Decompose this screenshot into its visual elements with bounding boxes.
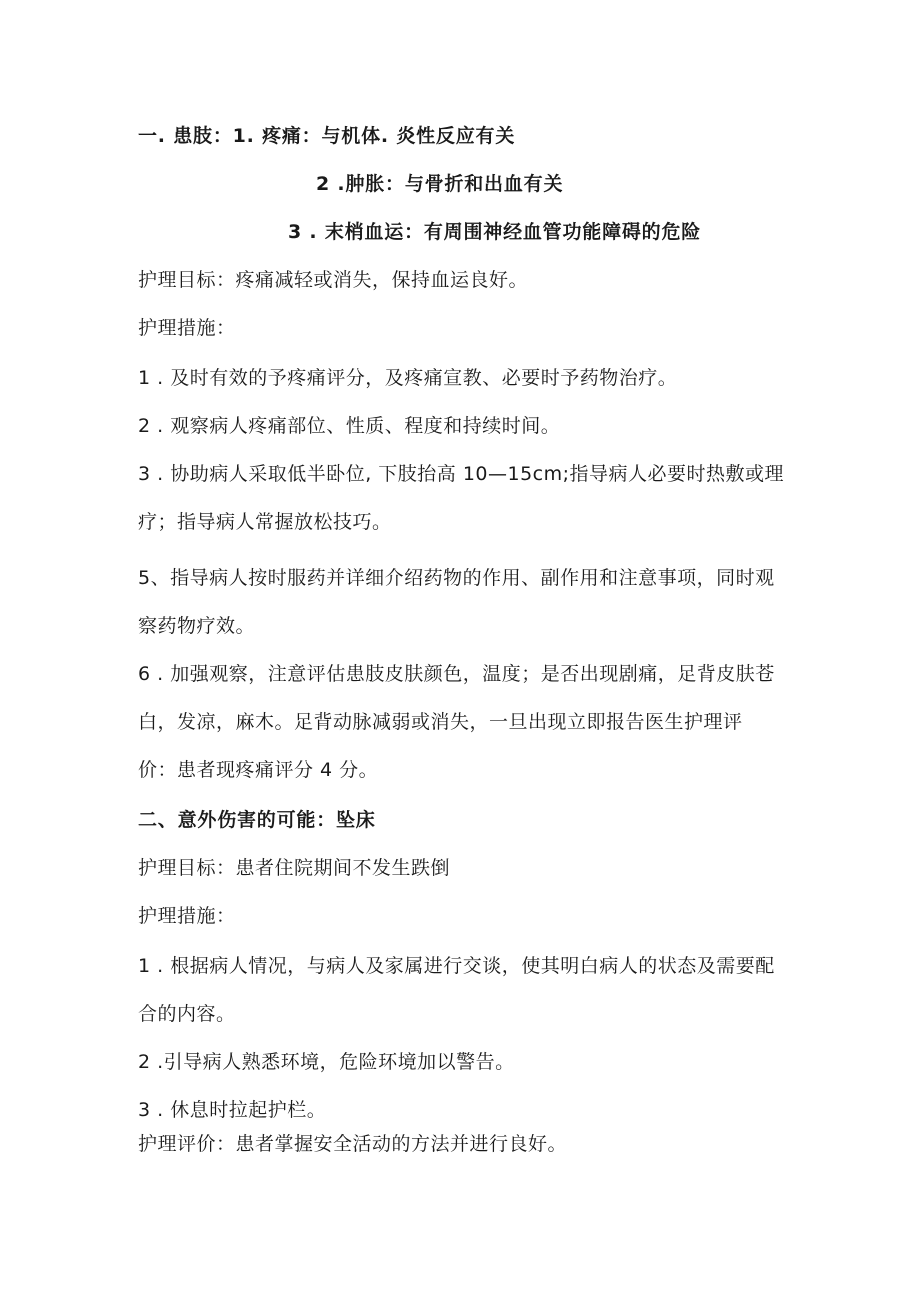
section1-subheading-swelling: 2 .肿胀：与骨折和出血有关 xyxy=(316,173,564,195)
section1-subheading-circulation: 3 . 末梢血运：有周围神经血管功能障碍的危险 xyxy=(288,221,702,243)
section2-item-1-cont: 合的内容。 xyxy=(138,1003,236,1025)
section2-heading: 二、意外伤害的可能：坠床 xyxy=(138,809,376,831)
section1-measures-label: 护理措施： xyxy=(138,317,236,339)
section1-heading: 一. 患肢：1. 疼痛：与机体. 炎性反应有关 xyxy=(138,125,516,147)
section1-item-2: 2 . 观察病人疼痛部位、性质、程度和持续时间。 xyxy=(138,415,561,437)
section2-goal: 护理目标：患者住院期间不发生跌倒 xyxy=(138,857,451,879)
section1-item-5: 5、指导病人按时服药并详细介绍药物的作用、副作用和注意事项，同时观 xyxy=(138,567,775,589)
section1-item-3: 3 . 协助病人采取低半卧位, 下肢抬高 10—15cm;指导病人必要时热敷或理 xyxy=(138,463,785,485)
section1-evaluation: 价：患者现疼痛评分 4 分。 xyxy=(138,759,379,781)
section1-item-5-cont: 察药物疗效。 xyxy=(138,615,256,637)
section1-item-6-cont: 白，发凉，麻木。足背动脉减弱或消失，一旦出现立即报告医生护理评 xyxy=(138,711,743,733)
section2-item-2: 2 .引导病人熟悉环境，危险环境加以警告。 xyxy=(138,1051,515,1073)
section1-item-6: 6 . 加强观察，注意评估患肢皮肤颜色，温度；是否出现剧痛，足背皮肤苍 xyxy=(138,663,775,685)
section1-item-1: 1 . 及时有效的予疼痛评分，及疼痛宣教、必要时予药物治疗。 xyxy=(138,367,678,389)
section2-evaluation: 护理评价：患者掌握安全活动的方法并进行良好。 xyxy=(138,1133,568,1155)
section2-item-3: 3 . 休息时拉起护栏。 xyxy=(138,1099,327,1121)
section1-item-3-cont: 疗；指导病人常握放松技巧。 xyxy=(138,511,392,533)
section2-measures-label: 护理措施： xyxy=(138,905,236,927)
section1-goal: 护理目标：疼痛减轻或消失，保持血运良好。 xyxy=(138,269,529,291)
section2-item-1: 1 . 根据病人情况，与病人及家属进行交谈，使其明白病人的状态及需要配 xyxy=(138,955,775,977)
